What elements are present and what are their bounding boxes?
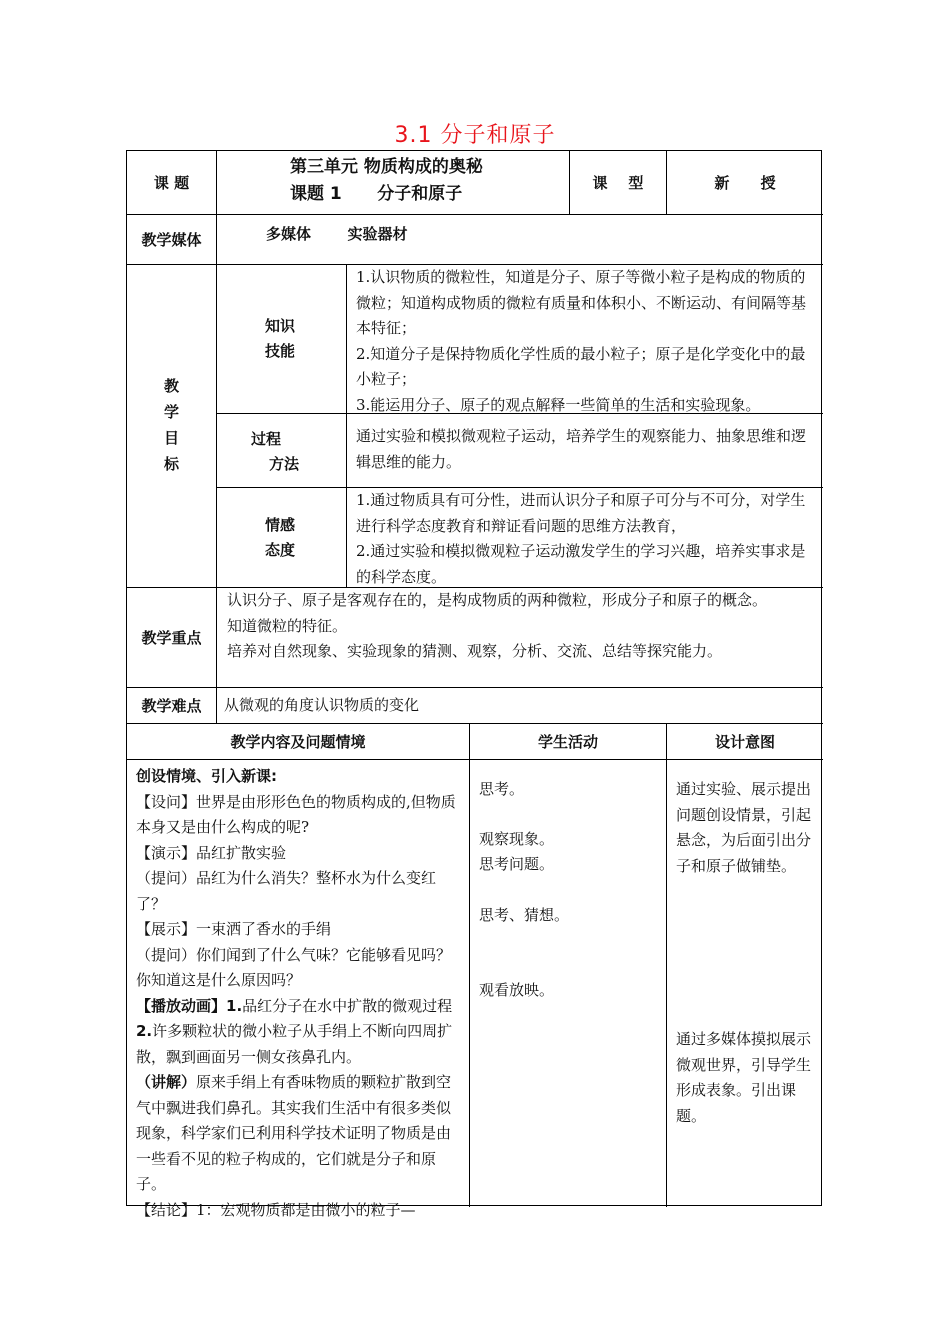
knowledge-content <box>346 264 823 413</box>
intro-heading: 创设情境、引入新课: <box>136 767 277 785</box>
objectives-char: 标 <box>163 455 179 473</box>
knowledge-item: 1.认识物质的微粒性，知道是分子、原子等微小粒子是构成的物质的微粒；知道构成物质的微粒有质量和体积小、不断运动、有间隔等基本特征； <box>356 268 807 337</box>
key-point-item: 认识分子、原子是客观存在的，是构成物质的两种微粒，形成分子和原子的概念。 <box>227 591 768 609</box>
key-points-content <box>216 587 823 687</box>
content-paragraph: 【演示】品红扩散实验 <box>136 843 287 862</box>
activity-cell <box>469 759 666 1207</box>
content-paragraph: 【设问】世界是由形形色色的物质构成的,但物质本身又是由什么构成的呢? <box>136 792 456 836</box>
document-title: 3.1 分子和原子 <box>394 123 556 148</box>
attitude-content <box>346 487 823 587</box>
difficulty-label: 教学难点 <box>127 687 216 723</box>
process-label-1: 过程 <box>251 430 282 448</box>
lesson-title: 课题 1 分子和原子 <box>290 184 463 204</box>
objectives-label <box>127 264 216 587</box>
key-points-label: 教学重点 <box>127 587 216 687</box>
type-label: 课 型 <box>569 151 666 214</box>
content-paragraph: 【结论】1：宏观物质都是由微小的粒子— <box>136 1200 416 1219</box>
subject-label: 课 题 <box>153 174 190 192</box>
activity-item: 思考问题。 <box>479 855 555 873</box>
content-paragraph: 【播放动画】1.品红分子在水中扩散的微观过程2.许多颗粒状的微小粒子从手绢上不断向四周扩散，飘到画面另一侧女孩鼻孔内。 <box>136 996 453 1066</box>
key-point-item: 知道微粒的特征。 <box>227 616 348 635</box>
media-value: 多媒体 实验器材 <box>266 225 408 243</box>
activity-item: 思考、猜想。 <box>479 906 570 924</box>
content-paragraph: （讲解）原来手绢上有香味物质的颗粒扩散到空气中飘进我们鼻孔。其实我们生活中有很多类似现象，科学家们已利用科学技术证明了物质是由一些看不见的粒子构成的，它们就是分子和原子。 <box>136 1073 452 1193</box>
knowledge-label-2: 技能 <box>265 342 296 360</box>
lesson-plan-table <box>126 150 822 1219</box>
knowledge-item: 3.能运用分子、原子的观点解释一些简单的生活和实验现象。 <box>356 395 761 414</box>
objectives-char: 学 <box>163 403 179 421</box>
intent-cell <box>666 759 823 1207</box>
activity-item: 观察现象。 <box>479 830 555 848</box>
media-label: 教学媒体 <box>127 214 216 264</box>
intent-item: 通过实验、展示提出问题创设情景，引起悬念，为后面引出分子和原子做铺垫。 <box>676 780 812 875</box>
attitude-label-1: 情感 <box>265 516 296 534</box>
process-label <box>216 413 346 487</box>
col-intent-header: 设计意图 <box>666 723 823 759</box>
activity-item: 思考。 <box>479 780 525 798</box>
activity-item: 观看放映。 <box>479 981 555 999</box>
type-value: 新 授 <box>666 151 823 214</box>
process-label-2: 方法 <box>269 455 300 473</box>
difficulty-value: 从微观的角度认识物质的变化 <box>216 687 823 723</box>
content-paragraph: （提问）品红为什么消失？整杯水为什么变红了？ <box>136 869 437 913</box>
attitude-label <box>216 487 346 587</box>
media-cell <box>216 214 823 264</box>
subject-value <box>216 151 569 214</box>
objectives-char: 教 <box>163 377 179 395</box>
unit-title: 第三单元 物质构成的奥秘 <box>290 157 483 177</box>
content-paragraph: （提问）你们闻到了什么气味？它能够看见吗？你知道这是什么原因吗？ <box>136 945 452 989</box>
col-content-header: 教学内容及问题情境 <box>127 723 469 759</box>
knowledge-label-1: 知识 <box>265 317 296 335</box>
content-cell <box>127 759 469 1219</box>
process-item: 通过实验和模拟微观粒子运动，培养学生的观察能力、抽象思维和逻辑思维的能力。 <box>356 427 807 471</box>
knowledge-item: 2.知道分子是保持物质化学性质的最小粒子；原子是化学变化中的最小粒子； <box>356 344 806 388</box>
attitude-item: 2.通过实验和模拟微观粒子运动激发学生的学习兴趣，培养实事求是的科学态度。 <box>356 542 806 586</box>
col-activity-header: 学生活动 <box>469 723 666 759</box>
attitude-label-2: 态度 <box>265 541 296 559</box>
key-point-item: 培养对自然现象、实验现象的猜测、观察，分析、交流、总结等探究能力。 <box>227 642 723 660</box>
content-paragraph: 【展示】一束洒了香水的手绢 <box>136 920 332 938</box>
objectives-char: 目 <box>163 429 179 447</box>
process-content <box>346 413 823 487</box>
attitude-item: 1.通过物质具有可分性，进而认识分子和原子可分与不可分，对学生进行科学态度教育和辩证看问题的思维方法教育， <box>356 491 806 535</box>
intent-item: 通过多媒体摸拟展示微观世界，引导学生形成表象。引出课题。 <box>676 1030 812 1125</box>
knowledge-label <box>216 264 346 413</box>
